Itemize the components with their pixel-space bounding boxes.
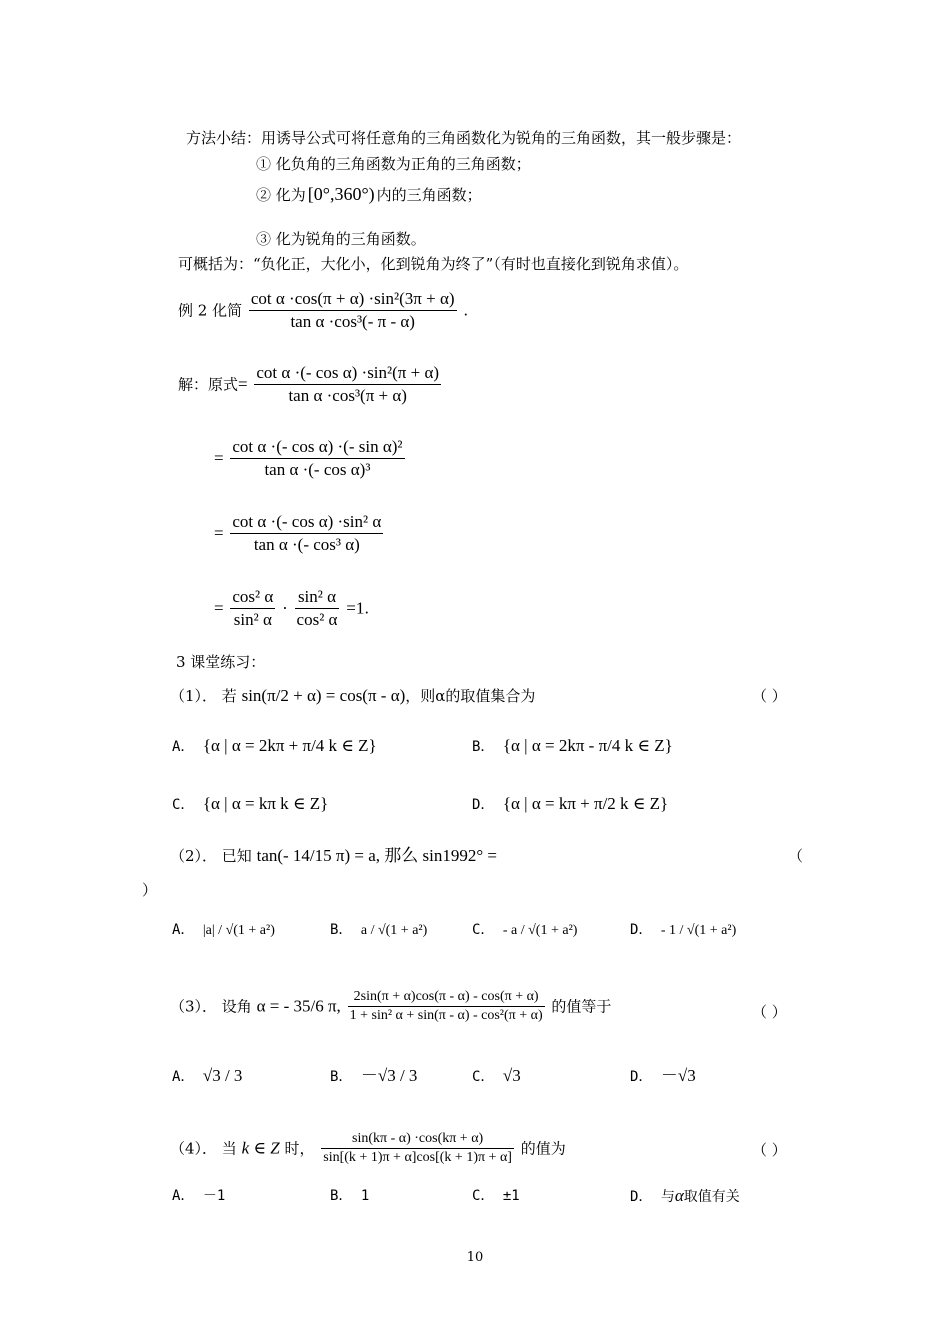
practice-title: 3 课堂练习： [176,653,266,671]
q4-bracket: （ ） [752,1141,787,1159]
step-1: ① 化负角的三角函数为正角的三角函数； [256,155,531,173]
q3-option-b[interactable]: B． －√3 / 3 [330,1066,418,1085]
q3-option-c[interactable]: C． √3 [472,1066,521,1085]
question-1: （1）． 若 sin(π/2 + α) = cos(π - α)，则α的取值集合为 [170,686,536,705]
solution-step-1: 解：原式= $\frac{\text{cot α ·(- cos α) ·sin²(π + α)}}{\text{tan α ·cos³(π + α)}}$ [178,363,440,405]
q1-option-c[interactable]: C． {α | α = kπ k ∈ Z} [172,794,329,813]
question-3: （3）． 设角 α = - 35/6 π, $\frac{2\sin(\pi + \alpha)\cos(\pi - \alpha) - \cos(\pi + \alpha)}{\text{1 + sin² α + sin(π - α) - cos²(π + α)}}$ 的值等于 [170,989,612,1023]
q1-option-a[interactable]: A． {α | α = 2kπ + π/4 k ∈ Z} [172,736,377,755]
solution-step-4: = $\frac{\text{cos² α}}{\text{sin² α}}$ · $\frac{\text{sin² α}}{\text{cos² α}}$ =1. [214,587,370,629]
q2-option-a[interactable]: A． |a| / √(1 + a²) [172,922,275,938]
method-summary: 方法小结：用诱导公式可将任意角的三角函数化为锐角的三角函数，其一般步骤是： [186,129,742,147]
q1-option-b[interactable]: B． {α | α = 2kπ - π/4 k ∈ Z} [472,736,673,755]
page-number: 10 [466,1250,484,1265]
q2-option-b[interactable]: B． a / √(1 + a²) [330,922,428,938]
q1-bracket: （ ） [752,687,787,705]
q4-option-b[interactable]: B． 1 [330,1188,370,1204]
question-4: （4）． 当 k ∈ Z 时， $\frac{\sin(k\pi - \alpha) \cdot\cos(k\pi + \alpha)}{\sin[(k + 1)\pi + \alpha]\cos[(k + 1)\pi + \alpha]}$ 的值为 [170,1131,566,1165]
q3-option-d[interactable]: D． －√3 [630,1066,696,1085]
q2-bracket-left: （ [788,847,804,865]
q2-option-d[interactable]: D． - 1 / √(1 + a²) [630,922,737,938]
q4-option-a[interactable]: A． －1 [172,1188,226,1204]
range: [0°,360°) [307,184,375,204]
slogan: 可概括为：“负化正，大化小，化到锐角为终了”（有时也直接化到锐角求值）。 [178,255,689,273]
solution-step-2: = $\frac{\text{cot α ·(- cos α) ·(- sin α)²}}{\text{tan α ·(- cos α)³}}$ [214,437,403,479]
q2-option-c[interactable]: C． - a / √(1 + a²) [472,922,578,938]
step-2: ② 化为 [0°,360°) 内的三角函数； [256,184,482,204]
question-2: （2）． 已知 tan(- 14/15 π) = a, 那么 sin1992° = [170,846,498,865]
q1-option-d[interactable]: D． {α | α = kπ + π/2 k ∈ Z} [472,794,669,813]
example-fraction: $\frac{\text{cot α ·cos(π + α) ·sin²(3π + α)}}{\text{tan α ·cos³(- π - α)}}$ [250,289,455,331]
q3-bracket: （ ） [752,1003,787,1021]
q4-option-d[interactable]: D． 与α取值有关 [630,1186,740,1205]
step-3: ③ 化为锐角的三角函数。 [256,230,426,248]
q2-bracket-right: ） [142,881,158,899]
example-2: 例 2 化简 $\frac{\text{cot α ·cos(π + α) ·sin²(3π + α)}}{\text{tan α ·cos³(- π - α)}}$ . [178,289,469,331]
solution-step-3: = $\frac{\text{cot α ·(- cos α) ·sin² α}}{\text{tan α ·(- cos³ α)}}$ [214,512,382,554]
q3-option-a[interactable]: A． √3 / 3 [172,1066,243,1085]
q4-option-c[interactable]: C． ±1 [472,1188,520,1204]
